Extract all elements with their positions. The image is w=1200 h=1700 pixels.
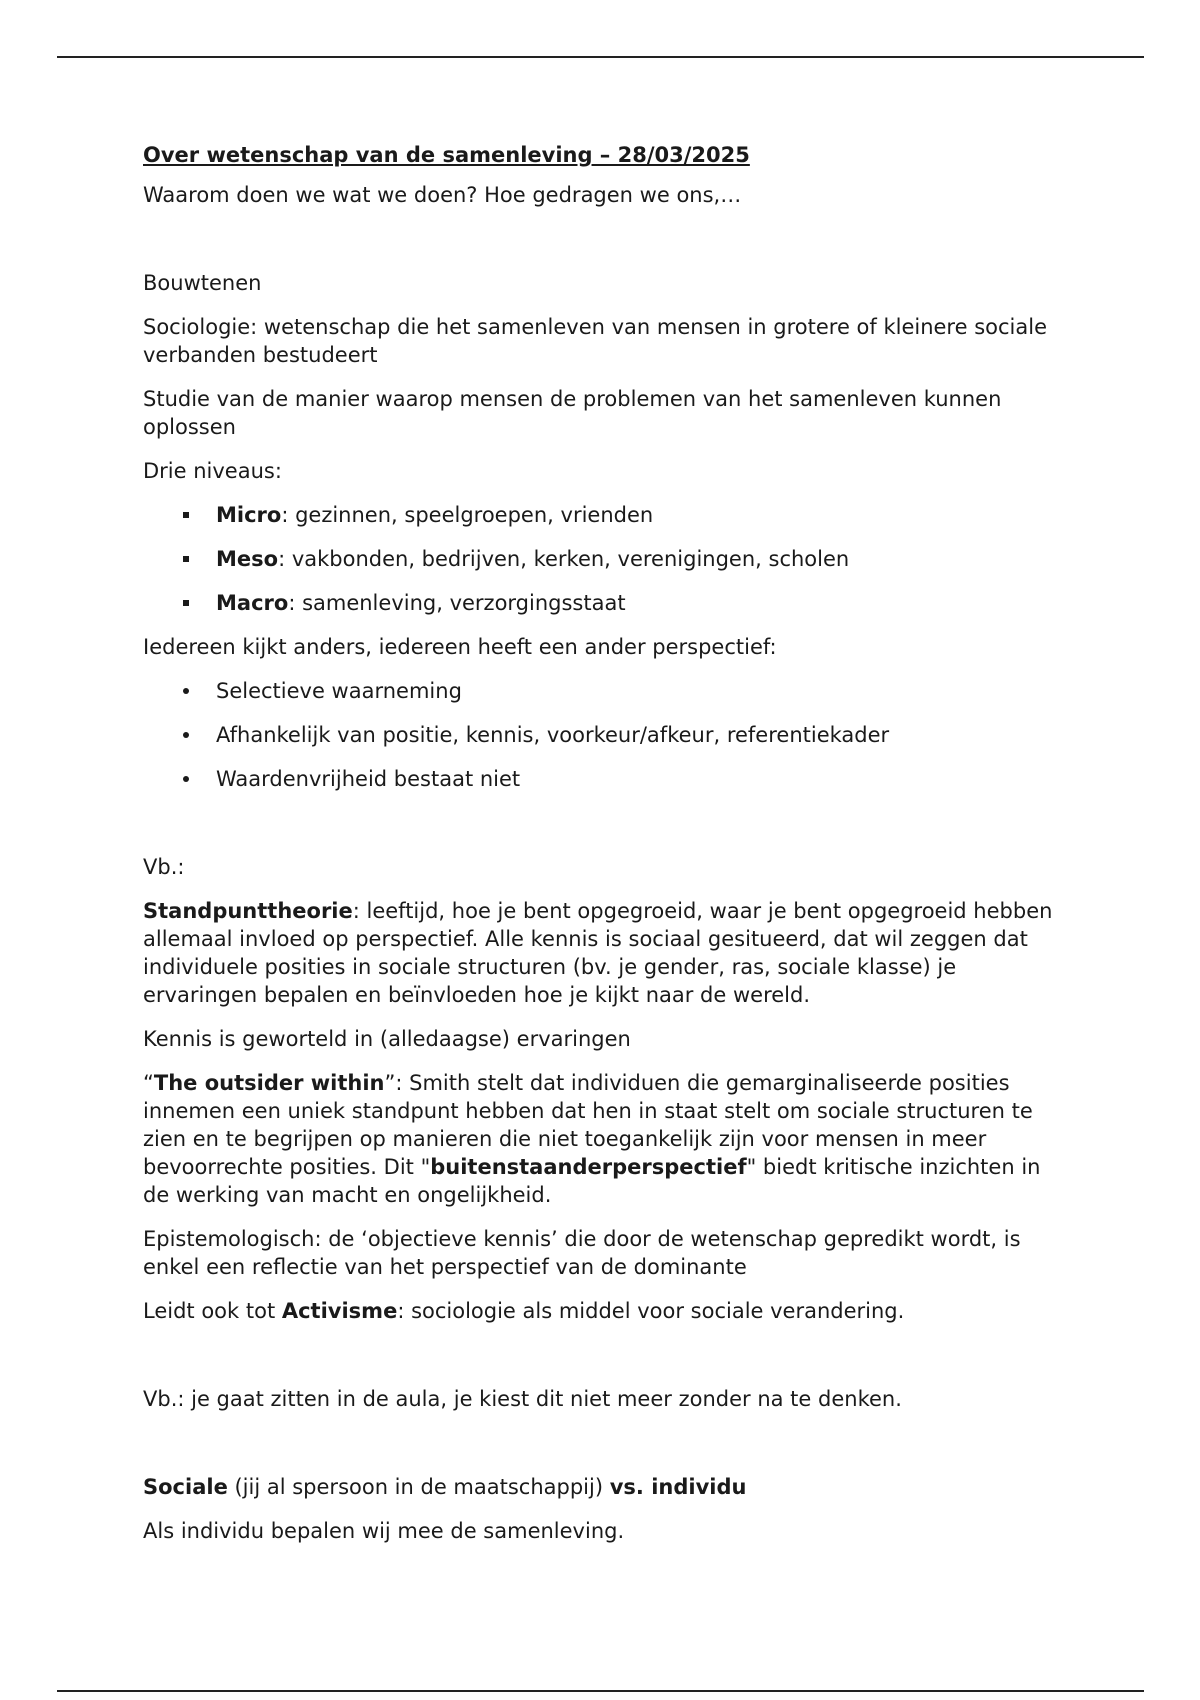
outsider-text-2: " biedt kritische inzichten in de werking van macht en ongelijkheid. [143,1155,1041,1207]
list-item-term: Meso [216,547,279,571]
outsider-open-quote: “ [143,1071,154,1095]
standpunttheorie-term: Standpunttheorie [143,899,353,923]
list-item-macro [143,589,1073,617]
niveaus-heading: Drie niveaus: [143,459,282,483]
list-item-text: Selectieve waarneming [216,679,462,703]
activisme-text: : sociologie als middel voor sociale verandering. [397,1299,905,1323]
outsider-term: The outsider within [153,1071,385,1095]
activisme-term: Activisme [281,1299,398,1323]
list-item-term: Macro [216,591,289,615]
footer-rule [57,1690,1144,1692]
epistemologisch-paragraph: Epistemologisch: de ‘objectieve kennis’ die door de wetenschap gepredikt wordt, is enkel een reflectie van het perspectief van de dominante [143,1227,1021,1279]
list-item-text: Afhankelijk van positie, kennis, voorkeur/afkeur, referentiekader [216,723,890,747]
document-body [143,141,1073,1561]
outsider-term-2: buitenstaanderperspectief [430,1155,747,1179]
round-bullet-icon [183,732,189,738]
niveaus-list [143,501,1073,617]
list-item-text: : gezinnen, speelgroepen, vrienden [281,503,654,527]
section-heading-bouwtenen: Bouwtenen [143,271,262,295]
document-title: Over wetenschap van de samenleving – 28/03/2025 [143,143,750,167]
list-item-text: : samenleving, verzorgingsstaat [288,591,626,615]
sociale-heading [143,1473,1073,1501]
perspectief-heading: Iedereen kijkt anders, iedereen heeft een ander perspectief: [143,635,777,659]
sociale-term-2: vs. individu [609,1475,747,1499]
list-item-text: Waardenvrijheid bestaat niet [216,767,521,791]
standpunttheorie-text: : leeftijd, hoe je bent opgegroeid, waar je bent opgegroeid hebben allemaal invloed op perspectief. Alle kennis is sociaal gesitueerd, dat wil zeggen dat individuele posities in sociale structuren (bv. je gender, ras, sociale klasse) je ervaringen bepalen en beïnvloeden hoe je kijkt naar de wereld. [143,899,1053,1007]
kennis-paragraph: Kennis is geworteld in (alledaagse) ervaringen [143,1027,631,1051]
sociale-term: Sociale [143,1475,228,1499]
activisme-prefix: Leidt ook tot [143,1299,282,1323]
definition-studie: Studie van de manier waarop mensen de problemen van het samenleven kunnen oplossen [143,387,1002,439]
square-bullet-icon [183,556,189,562]
perspectief-list [143,677,1073,793]
round-bullet-icon [183,688,189,694]
definition-sociologie: Sociologie: wetenschap die het samenleven van mensen in grotere of kleinere sociale verbanden bestudeert [143,315,1047,367]
list-item-term: Micro [216,503,282,527]
square-bullet-icon [183,600,189,606]
list-item [143,765,1073,793]
round-bullet-icon [183,776,189,782]
outsider-text: ”: Smith stelt dat individuen die gemarginaliseerde posities innemen een uniek standpunt hebben dat hen in staat stelt om sociale structuren te zien en te begrijpen op manieren die niet toegankelijk zijn voor mensen in meer bevoorrechte posities. Dit " [143,1071,1033,1179]
activisme-paragraph [143,1297,1073,1325]
intro-paragraph: Waarom doen we wat we doen? Hoe gedragen we ons,… [143,183,742,207]
standpunttheorie-paragraph [143,897,1073,1009]
list-item [143,721,1073,749]
header-rule [57,56,1144,58]
vb-label: Vb.: [143,855,185,879]
individu-paragraph: Als individu bepalen wij mee de samenleving. [143,1519,625,1543]
list-item-text: : vakbonden, bedrijven, kerken, verenigingen, scholen [278,547,850,571]
outsider-paragraph [143,1069,1073,1209]
vb-aula-paragraph: Vb.: je gaat zitten in de aula, je kiest dit niet meer zonder na te denken. [143,1387,902,1411]
square-bullet-icon [183,512,189,518]
list-item-meso [143,545,1073,573]
list-item-micro [143,501,1073,529]
sociale-middle: (jij al spersoon in de maatschappij) [227,1475,610,1499]
list-item [143,677,1073,705]
